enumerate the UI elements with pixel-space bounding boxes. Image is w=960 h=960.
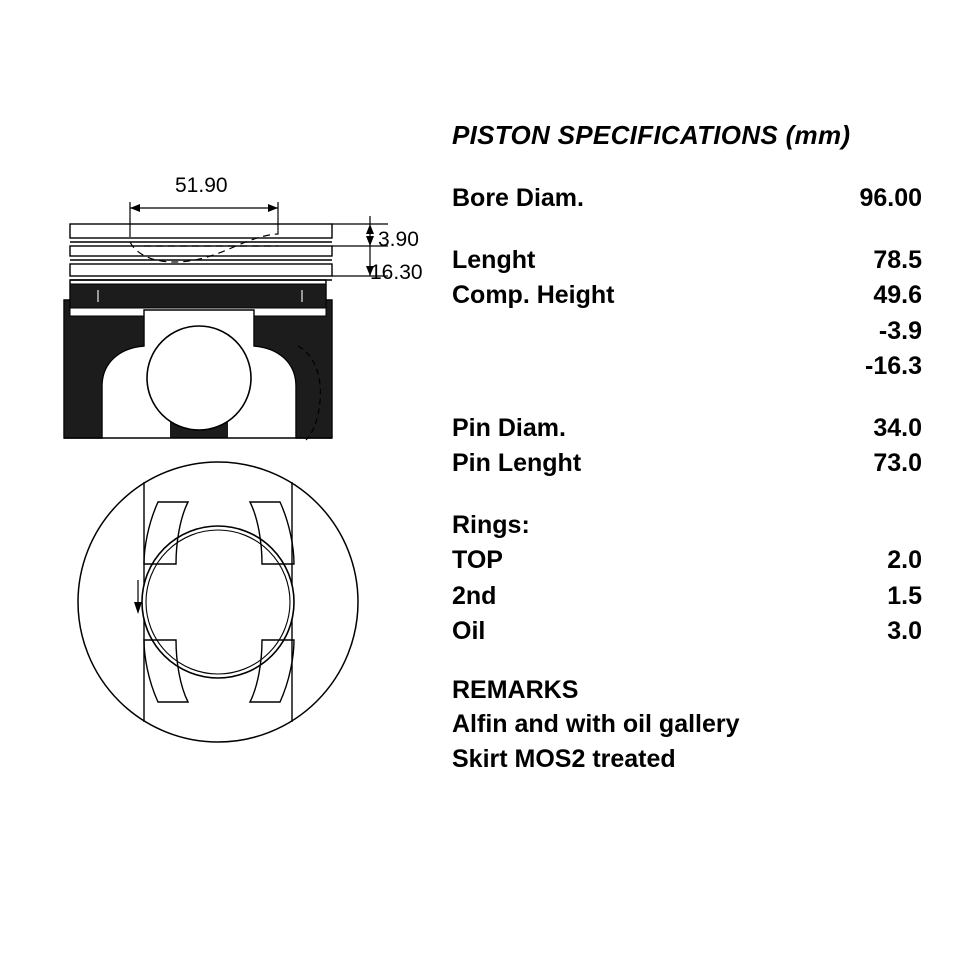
spec-value-lenght: 78.5 [873, 245, 922, 274]
spec-label-bore-diam: Bore Diam. [452, 184, 584, 212]
spec-value-pin-diam: 34.0 [873, 413, 922, 442]
spec-label-ring-top: TOP [452, 546, 503, 574]
spec-label-pin-lenght: Pin Lenght [452, 449, 582, 477]
spec-value-comp-height-offset-2: -16.3 [865, 352, 922, 380]
remarks-line-2: Skirt MOS2 treated [452, 745, 676, 773]
spec-value-ring-2nd: 1.5 [887, 581, 922, 610]
dimension-label-bottom-offset: 16.30 [370, 261, 423, 284]
spec-title: PISTON SPECIFICATIONS (mm) [452, 120, 851, 150]
spec-row-ring-top [452, 543, 922, 579]
pin-bore-side [147, 326, 251, 430]
spec-row-bore-diam [452, 181, 922, 217]
pin-bore-top [142, 526, 294, 678]
spacer [452, 385, 922, 411]
remarks-heading: REMARKS [452, 675, 579, 704]
spec-row-pin-diam [452, 411, 922, 447]
spec-value-bore-diam: 96.00 [859, 184, 922, 212]
spec-row-ring-oil [452, 614, 922, 650]
dimension-width [130, 202, 278, 230]
spec-label-comp-height: Comp. Height [452, 281, 615, 309]
spec-value-pin-lenght: 73.0 [873, 449, 922, 477]
spec-row-comp-height-offset-2 [452, 349, 922, 385]
spec-row-ring-2nd [452, 579, 922, 615]
piston-drawing [40, 150, 423, 770]
piston-drawing-svg [40, 150, 420, 770]
spacer [452, 650, 922, 676]
spacer [452, 217, 922, 243]
remarks-line-1: Alfin and with oil gallery [452, 709, 740, 738]
spec-row-lenght [452, 243, 922, 279]
spec-label-pin-diam: Pin Diam. [452, 413, 566, 442]
specification-table [452, 120, 922, 778]
piston-top-view [78, 462, 358, 742]
dimension-label-top-offset: 3.90 [378, 228, 419, 251]
dimension-label-width: 51.90 [175, 174, 228, 197]
spacer [452, 482, 922, 508]
spec-label-ring-2nd: 2nd [452, 581, 497, 610]
spec-value-ring-oil: 3.0 [887, 617, 922, 645]
spec-label-rings: Rings: [452, 510, 530, 539]
spec-value-comp-height: 49.6 [873, 281, 922, 309]
spec-value-comp-height-offset-1: -3.9 [878, 316, 922, 345]
spec-label-lenght: Lenght [452, 245, 536, 274]
spec-label-ring-oil: Oil [452, 617, 486, 645]
spec-value-ring-top: 2.0 [887, 546, 922, 574]
spec-row-pin-lenght [452, 446, 922, 482]
piston-side-view [64, 202, 388, 440]
spec-row-rings-heading [452, 508, 922, 544]
spec-row-comp-height-offset-1 [452, 314, 922, 350]
spec-row-comp-height [452, 278, 922, 314]
